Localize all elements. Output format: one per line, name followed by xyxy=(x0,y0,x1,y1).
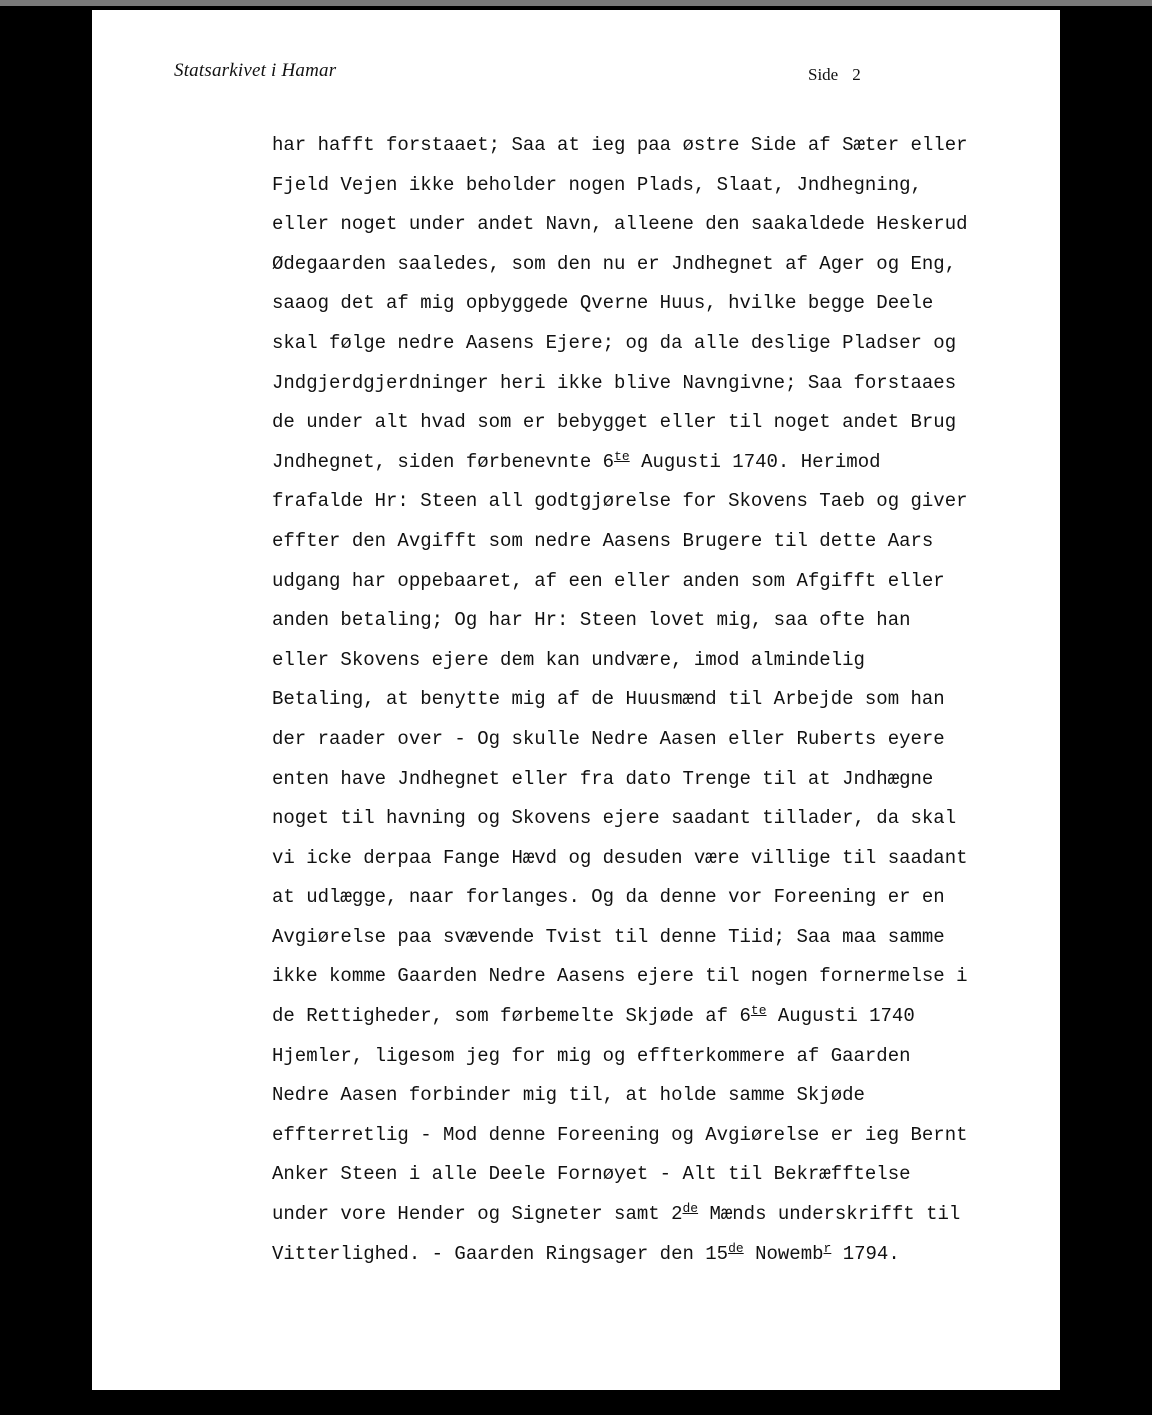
text-line xyxy=(272,601,1032,641)
text-line xyxy=(272,641,1032,681)
text-line xyxy=(272,562,1032,602)
line-text: udgang har oppebaaret, af een eller anden som Afgifft eller xyxy=(272,569,945,592)
line-text: eller noget under andet Navn, alleene den saakaldede Heskerud xyxy=(272,213,968,236)
line-text: Augusti 1740 xyxy=(766,1005,915,1028)
text-line xyxy=(272,1116,1032,1156)
line-text: under vore Hender og Signeter samt 2 xyxy=(272,1203,683,1226)
text-line xyxy=(272,166,1032,206)
text-line xyxy=(272,522,1032,562)
text-line xyxy=(272,680,1032,720)
line-text: enten have Jndhegnet eller fra dato Trenge til at Jndhægne xyxy=(272,767,934,790)
line-text: ikke komme Gaarden Nedre Aasens ejere til nogen fornermelse i xyxy=(272,965,968,988)
text-line xyxy=(272,1195,1032,1235)
page-reference xyxy=(808,65,861,85)
line-text: Mænds underskrifft til xyxy=(698,1203,961,1226)
line-text: har hafft forstaaet; Saa at ieg paa østre Side af Sæter eller xyxy=(272,134,968,156)
line-text: Betaling, at benytte mig af de Huusmænd til Arbejde som han xyxy=(272,688,945,711)
text-line xyxy=(272,245,1032,285)
line-text: eller Skovens ejere dem kan undvære, imod almindelig xyxy=(272,648,865,671)
superscript-abbreviation: r xyxy=(823,1240,832,1256)
line-text: Fjeld Vejen ikke beholder nogen Plads, Slaat, Jndhegning, xyxy=(272,173,922,196)
text-line xyxy=(272,720,1032,760)
archive-name: Statsarkivet i Hamar xyxy=(174,60,337,81)
text-line xyxy=(272,799,1032,839)
superscript-abbreviation: de xyxy=(728,1240,744,1256)
line-text: vi icke derpaa Fange Hævd og desuden være villige til saadant xyxy=(272,846,968,869)
line-text: Hjemler, ligesom jeg for mig og effterkommere af Gaarden xyxy=(272,1044,911,1067)
line-text: saaog det af mig opbyggede Qverne Huus, hvilke begge Deele xyxy=(272,292,934,315)
line-text: Anker Steen i alle Deele Fornøyet - Alt til Bekræfftelse xyxy=(272,1163,911,1186)
line-text: effterretlig - Mod denne Foreening og Avgiørelse er ieg Bernt xyxy=(272,1123,968,1146)
line-text: Nowemb xyxy=(743,1242,824,1265)
line-text: Avgiørelse paa svævende Tvist til denne Tiid; Saa maa samme xyxy=(272,925,945,948)
line-text: Nedre Aasen forbinder mig til, at holde samme Skjøde xyxy=(272,1084,865,1107)
document-page xyxy=(92,10,1060,1390)
text-line xyxy=(272,364,1032,404)
superscript-abbreviation: te xyxy=(750,1003,767,1019)
page-number: 2 xyxy=(852,65,861,84)
text-line xyxy=(272,1076,1032,1116)
text-line xyxy=(272,957,1032,997)
text-line xyxy=(272,997,1032,1037)
line-text: de under alt hvad som er bebygget eller til noget andet Brug xyxy=(272,411,957,434)
scan-top-edge xyxy=(0,0,1152,6)
superscript-abbreviation: te xyxy=(614,448,630,464)
text-line xyxy=(272,126,1032,166)
text-line xyxy=(272,482,1032,522)
page-label: Side xyxy=(808,65,839,84)
transcription-text xyxy=(272,126,1032,1274)
line-text: skal følge nedre Aasens Ejere; og da alle deslige Pladser og xyxy=(272,331,957,354)
line-text: Jndhegnet, siden førbenevnte 6 xyxy=(272,450,615,473)
text-line xyxy=(272,324,1032,364)
text-line xyxy=(272,1235,1032,1275)
line-text: Ødegaarden saaledes, som den nu er Jndhegnet af Ager og Eng, xyxy=(272,252,957,275)
text-line xyxy=(272,1155,1032,1195)
text-line xyxy=(272,839,1032,879)
text-line xyxy=(272,284,1032,324)
text-line xyxy=(272,443,1032,483)
text-line xyxy=(272,205,1032,245)
line-text: der raader over - Og skulle Nedre Aasen eller Ruberts eyere xyxy=(272,727,945,750)
line-text: Vitterlighed. - Gaarden Ringsager den 15 xyxy=(272,1242,729,1265)
text-line xyxy=(272,1037,1032,1077)
line-text: anden betaling; Og har Hr: Steen lovet mig, saa ofte han xyxy=(272,609,911,632)
line-text: frafalde Hr: Steen all godtgjørelse for Skovens Taeb og giver xyxy=(272,490,968,513)
text-line xyxy=(272,918,1032,958)
line-text: Jndgjerdgjerdninger heri ikke blive Navngivne; Saa forstaaes xyxy=(272,371,957,394)
line-text: de Rettigheder, som førbemelte Skjøde af 6 xyxy=(272,1005,751,1028)
line-text: 1794. xyxy=(831,1242,900,1265)
text-line xyxy=(272,760,1032,800)
text-line xyxy=(272,403,1032,443)
line-text: at udlægge, naar forlanges. Og da denne vor Foreening er en xyxy=(272,886,945,909)
line-text: effter den Avgifft som nedre Aasens Brugere til dette Aars xyxy=(272,529,934,552)
superscript-abbreviation: de xyxy=(682,1201,699,1217)
text-line xyxy=(272,878,1032,918)
line-text: Augusti 1740. Herimod xyxy=(629,450,881,473)
line-text: noget til havning og Skovens ejere saadant tillader, da skal xyxy=(272,807,957,830)
